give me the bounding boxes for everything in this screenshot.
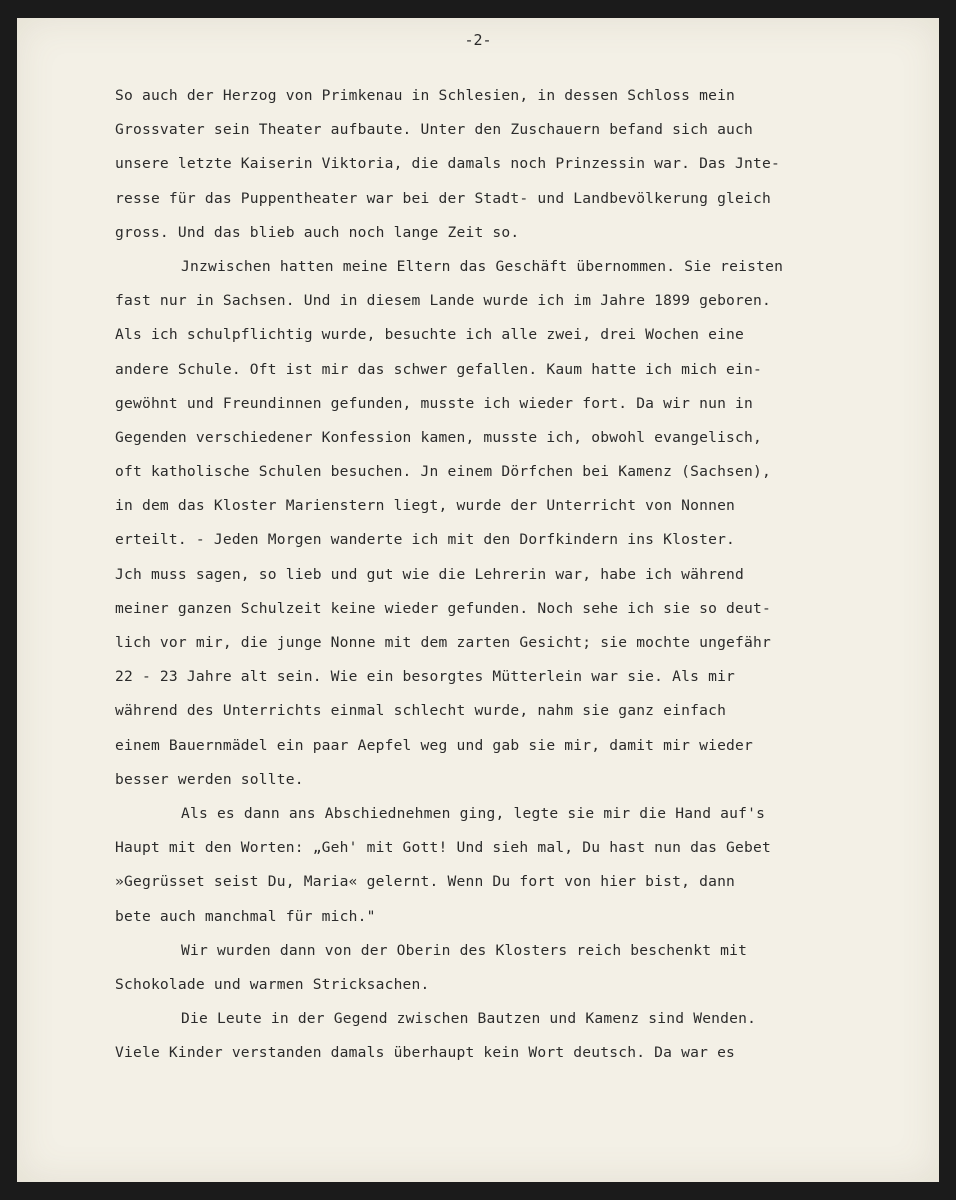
text-line: Grossvater sein Theater aufbaute. Unter den Zuschauern befand sich auch [115,121,754,139]
text-line: Wir wurden dann von der Oberin des Klosters reich beschenkt mit [181,941,748,959]
text-line: 22 - 23 Jahre alt sein. Wie ein besorgtes Mütterlein war sie. Als mir [115,668,736,686]
text-line: während des Unterrichts einmal schlecht wurde, nahm sie ganz einfach [115,702,727,720]
text-line: gewöhnt und Freundinnen gefunden, musste ich wieder fort. Da wir nun in [115,394,754,412]
text-line: Viele Kinder verstanden damals überhaupt kein Wort deutsch. Da war es [115,1044,736,1062]
text-line: So auch der Herzog von Primkenau in Schlesien, in dessen Schloss mein [115,87,736,104]
text-line: oft katholische Schulen besuchen. Jn einem Dörfchen bei Kamenz (Sachsen), [115,463,771,481]
text-line: resse für das Puppentheater war bei der Stadt- und Landbevölkerung gleich [115,189,771,207]
text-line: besser werden sollte. [115,770,304,788]
page-number: -2- [464,31,492,49]
text-line: Jch muss sagen, so lieb und gut wie die Lehrerin war, habe ich während [115,565,745,583]
text-line: einem Bauernmädel ein paar Aepfel weg und gab sie mir, damit mir wieder [115,736,754,754]
text-line: erteilt. - Jeden Morgen wanderte ich mit den Dorfkindern ins Kloster. [115,531,736,549]
text-line: gross. Und das blieb auch noch lange Zeit so. [115,223,520,241]
text-line: Schokolade und warmen Stricksachen. [115,975,430,993]
text-line: Als ich schulpflichtig wurde, besuchte ich alle zwei, drei Wochen eine [115,326,745,344]
text-line: Die Leute in der Gegend zwischen Bautzen und Kamenz sind Wenden. [181,1010,757,1028]
document-page [17,18,939,1182]
text-line: meiner ganzen Schulzeit keine wieder gefunden. Noch sehe ich sie so deut- [115,599,771,617]
text-line: lich vor mir, die junge Nonne mit dem zarten Gesicht; sie mochte ungefähr [115,634,771,651]
text-line: Jnzwischen hatten meine Eltern das Geschäft übernommen. Sie reisten [181,257,784,275]
text-line: Als es dann ans Abschiednehmen ging, legte sie mir die Hand auf's [181,804,766,822]
body-text [115,79,915,1070]
text-line: fast nur in Sachsen. Und in diesem Lande wurde ich im Jahre 1899 geboren. [115,292,771,310]
text-line: Haupt mit den Worten: „Geh' mit Gott! Und sieh mal, Du hast nun das Gebet [115,839,771,857]
text-line: »Gegrüsset seist Du, Maria« gelernt. Wenn Du fort von hier bist, dann [115,873,736,891]
text-line: unsere letzte Kaiserin Viktoria, die damals noch Prinzessin war. Das Jnte- [115,155,780,173]
text-line: Gegenden verschiedener Konfession kamen, musste ich, obwohl evangelisch, [115,428,763,446]
text-line: andere Schule. Oft ist mir das schwer gefallen. Kaum hatte ich mich ein- [115,360,763,378]
text-line: bete auch manchmal für mich." [115,907,376,925]
text-line: in dem das Kloster Marienstern liegt, wurde der Unterricht von Nonnen [115,497,736,515]
